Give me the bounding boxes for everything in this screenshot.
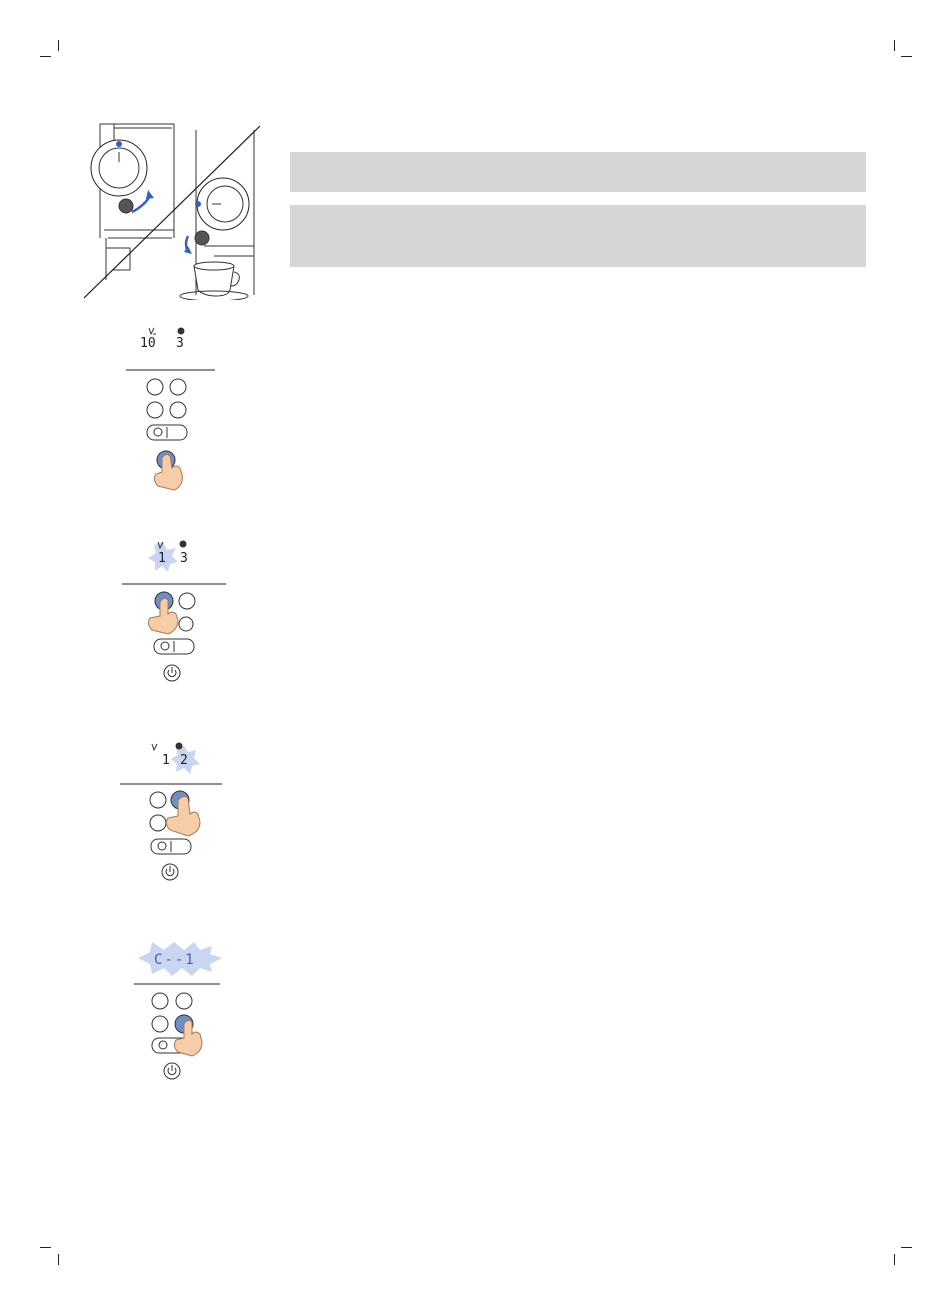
strength-button [150,792,166,808]
crop-mark-tr-v [894,40,895,51]
crop-mark-bl-v [58,1254,59,1265]
steam-button [147,402,163,418]
step4-figure [130,938,230,1088]
start-stop-button [179,617,193,631]
coffee-strength-icon [152,744,157,750]
step4-display: C--1 [154,952,196,968]
water-hardness-icon [178,328,184,334]
hardness-button [170,379,186,395]
callout-bar-top [290,152,866,192]
step2-panel-svg [120,536,230,686]
crop-mark-tl-h [40,56,51,57]
crop-mark-br-h [901,1247,912,1248]
start-stop-button [170,402,186,418]
hand-icon [148,598,178,634]
steam-button [152,1016,168,1032]
coffee-strength-icon [149,328,156,334]
water-hardness-icon [180,541,186,547]
hardness-button [179,593,195,609]
step2-display-right: 3 [180,551,188,566]
strength-button [152,993,168,1009]
crop-mark-tl-v [58,40,59,51]
crop-mark-bl-h [40,1247,51,1248]
step3-panel-svg [118,738,228,888]
step1-figure [120,322,220,492]
step1-display-right: 3 [176,336,184,351]
callout-bar-bottom [290,205,866,267]
strength-button [147,379,163,395]
water-hardness-icon [176,743,182,749]
hardness-button [176,993,192,1009]
step1-panel-svg [120,322,220,492]
step3-figure [118,738,228,888]
step2-display-left: 1 [158,551,166,566]
crop-mark-tr-h [901,56,912,57]
coffee-machine-illustration [84,120,260,300]
step1-display-left: 10 [140,336,156,351]
step3-display-left: 1 [162,753,170,768]
step2-figure [120,536,230,686]
step3-display-right: 2 [180,753,188,768]
steam-button [150,815,166,831]
step4-panel-svg [130,938,230,1088]
crop-mark-br-v [894,1254,895,1265]
